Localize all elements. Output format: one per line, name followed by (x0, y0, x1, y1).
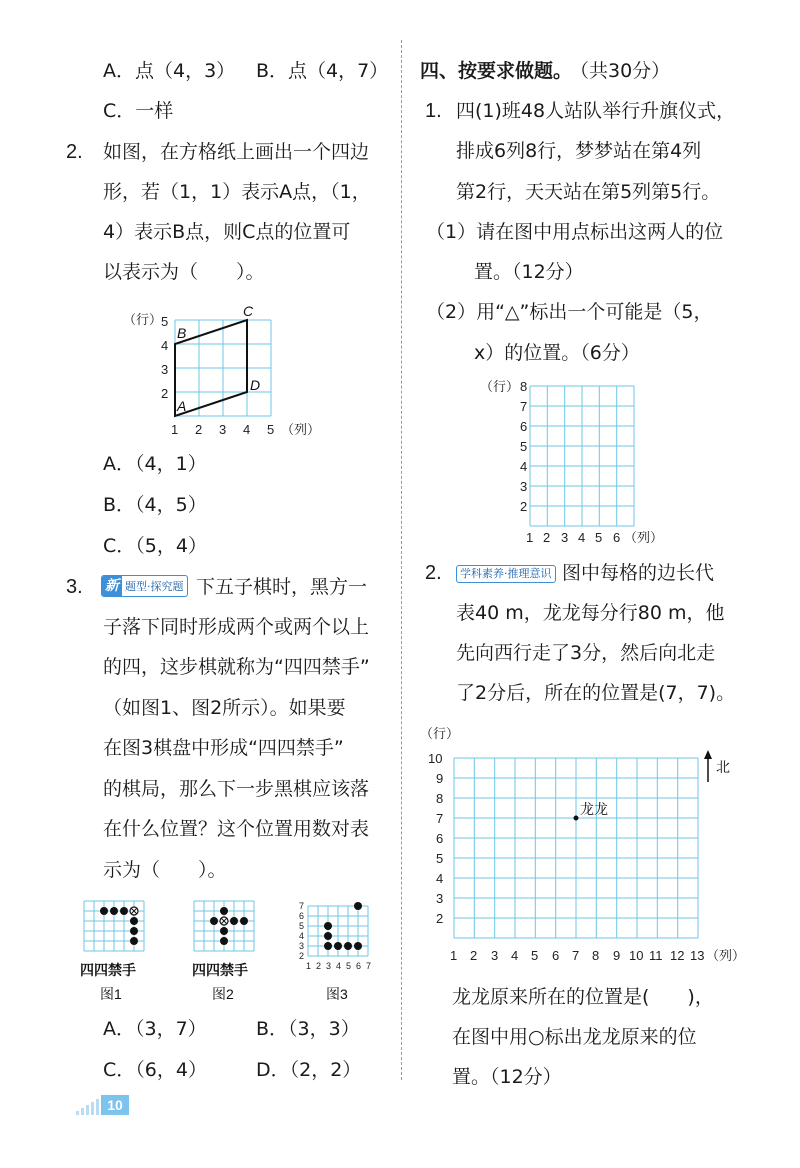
q2-option-b: B．（4，5） (103, 494, 207, 516)
subject-literacy-tag: 学科素养·推理意识 (456, 565, 556, 583)
q3-option-c: C．（6，4） (103, 1059, 207, 1081)
r-q2-line: 表40 m，龙龙每分行80 m，他 (456, 602, 725, 624)
q2-x-tick: 3 (219, 422, 227, 437)
r-q1-y-tick: 5 (520, 439, 528, 454)
r-q1-x-tick: 2 (543, 530, 551, 545)
fig3-y-tick: 3 (299, 941, 305, 951)
r-q2-y-tick: 10 (428, 751, 443, 766)
longlong-label: 龙龙 (580, 801, 608, 817)
r-q1-grid-figure (470, 372, 710, 547)
r-q2-y-tick: 3 (436, 891, 444, 906)
r-q1-x-tick: 6 (613, 530, 621, 545)
r-q1-x-tick: 5 (595, 530, 603, 545)
r-q2-x-tick: 1 (450, 948, 458, 963)
r-q1-y-tick: 2 (520, 499, 528, 514)
q3-option-b: B．（3，3） (256, 1018, 360, 1040)
tag-new-mark: 新 (102, 576, 122, 596)
deco-bar (91, 1102, 94, 1115)
fig1-label: 图1 (100, 986, 122, 1002)
r-q2-x-tick: 4 (511, 948, 519, 963)
q3-line: 子落下同时形成两个或两个以上 (103, 616, 370, 638)
deco-bar (81, 1108, 84, 1115)
section-score: （共30分） (570, 60, 671, 82)
r-q1-line: 排成6列8行，梦梦站在第4列 (456, 140, 702, 162)
fig3-x-tick: 5 (346, 961, 352, 971)
q2-x-tick: 4 (243, 422, 251, 437)
q2-number: 2. (66, 141, 83, 163)
r-q1-y-tick: 8 (520, 379, 528, 394)
q2-grid (175, 320, 271, 416)
r-q2-y-tick: 2 (436, 911, 444, 926)
deco-bar (96, 1099, 99, 1115)
r-q2-answer-line: 龙龙原来所在的位置是( )， (452, 986, 714, 1008)
r-q1-y-tick: 3 (520, 479, 528, 494)
q2-point-b-label: B (177, 325, 187, 341)
r-q1-line: 四(1)班48人站队举行升旗仪式， (456, 100, 736, 122)
fig3-x-tick: 2 (316, 961, 322, 971)
fig3-y-tick: 7 (299, 901, 305, 911)
fig3-x-tick: 6 (356, 961, 362, 971)
q2-y-tick: 4 (161, 338, 169, 353)
r-q2-x-tick: 6 (552, 948, 560, 963)
q2-option-c: C．（5，4） (103, 535, 207, 557)
q3-gomoku-figures (80, 895, 380, 1015)
r-q2-x-tick: 12 (670, 948, 685, 963)
r-q1-column-axis-label: （列） (624, 530, 664, 545)
north-label: 北 (716, 759, 730, 775)
deco-bar (86, 1105, 89, 1115)
q2-point-d-label: D (250, 377, 261, 393)
r-q1-sub2-cont: x）的位置。（6分） (474, 342, 640, 364)
q2-option-a: A．（4，1） (103, 453, 207, 475)
north-arrow-icon (704, 750, 712, 782)
r-q1-x-tick: 1 (526, 530, 534, 545)
r-q2-answer-line: 置。（12分） (452, 1066, 562, 1088)
fig2-label: 图2 (212, 986, 234, 1002)
r-q2-y-tick: 5 (436, 851, 444, 866)
q3-line: 示为（ ）。 (103, 859, 227, 881)
page-number-badge (76, 1093, 129, 1115)
q2-line: 4）表示B点，则C点的位置可 (103, 221, 351, 243)
r-q2-x-tick: 10 (629, 948, 644, 963)
r-q2-y-tick: 7 (436, 811, 444, 826)
r-q1-sub1: （1）请在图中用点标出这两人的位 (426, 221, 724, 243)
q1-option-a: A．点（4，3） (103, 60, 236, 82)
fig3-x-ticks (306, 961, 371, 971)
q2-point-c-label: C (243, 303, 254, 319)
q3-number: 3. (66, 576, 83, 598)
q2-line: 形，若（1，1）表示A点，（1， (103, 181, 371, 203)
fig3-y-tick: 4 (299, 931, 305, 941)
fig3-label: 图3 (326, 986, 348, 1002)
r-q2-line: 图中每格的边长代 (562, 562, 715, 584)
r-q1-sub1-cont: 置。（12分） (474, 261, 584, 283)
r-q2-answer-line: 在图中用○标出龙龙原来的位 (452, 1026, 697, 1048)
r-q1-x-tick: 4 (578, 530, 586, 545)
r-q1-line: 第2行，天天站在第5列第5行。 (456, 181, 721, 203)
r-q2-x-tick: 11 (649, 948, 663, 963)
fig1-forbidden-mark (130, 907, 138, 915)
q3-line: 的四，这步棋就称为“四四禁手” (103, 656, 370, 678)
r-q1-y-tick: 7 (520, 399, 528, 414)
q2-x-tick: 1 (171, 422, 179, 437)
r-q2-x-tick: 9 (613, 948, 621, 963)
r-q1-row-axis-label: （行） (480, 379, 520, 394)
q3-line: 的棋局，那么下一步黑棋应该落 (103, 778, 370, 800)
q3-line: 下五子棋时，黑方一 (196, 576, 368, 598)
r-q2-line: 了2分后，所在的位置是(7，7)。 (456, 682, 736, 704)
q3-line: 在图3棋盘中形成“四四禁手” (103, 737, 344, 759)
q2-y-tick: 3 (161, 362, 169, 377)
fig3-x-tick: 3 (326, 961, 332, 971)
r-q2-tag (456, 563, 556, 583)
r-q2-map-grid-figure (418, 720, 758, 970)
r-q2-x-tick: 7 (572, 948, 580, 963)
r-q1-y-tick: 4 (520, 459, 528, 474)
r-q1-x-tick: 3 (561, 530, 569, 545)
fig3-x-tick: 4 (336, 961, 342, 971)
column-divider (401, 40, 402, 1080)
r-q2-y-tick: 4 (436, 871, 444, 886)
r-q1-number: 1. (425, 100, 442, 122)
r-q2-y-tick: 9 (436, 771, 444, 786)
r-q2-y-tick: 6 (436, 831, 444, 846)
deco-bar (76, 1111, 79, 1115)
tag-new-text: 题型·探究题 (125, 580, 184, 593)
fig3-y-tick: 5 (299, 921, 305, 931)
q2-point-a-label: A (177, 398, 187, 414)
longlong-point (574, 816, 579, 821)
fig3-y-ticks (299, 901, 304, 961)
q2-quadrilateral-figure (115, 300, 345, 440)
fig2-caption: 四四禁手 (192, 962, 248, 978)
fig3-x-tick: 1 (306, 961, 312, 971)
q1-option-c: C．一样 (103, 100, 174, 122)
q2-x-tick: 2 (195, 422, 203, 437)
q2-column-axis-label: （列） (281, 422, 321, 437)
q2-line: 以表示为（ ）。 (103, 261, 265, 283)
r-q1-y-tick: 6 (520, 419, 528, 434)
r-q2-x-tick: 5 (531, 948, 539, 963)
new-question-type-tag (101, 575, 188, 597)
fig2-forbidden-mark (220, 917, 228, 925)
q2-row-axis-label: （行） (123, 312, 163, 327)
r-q2-line: 先向西行走了3分，然后向北走 (456, 642, 716, 664)
r-q2-x-tick: 13 (690, 948, 705, 963)
r-q2-number: 2. (425, 562, 442, 584)
q2-line: 如图，在方格纸上画出一个四边 (103, 141, 370, 163)
r-q2-x-tick: 2 (470, 948, 478, 963)
r-q2-x-tick: 8 (592, 948, 600, 963)
q2-y-tick: 5 (161, 314, 169, 329)
q3-option-d: D．（2，2） (256, 1059, 362, 1081)
fig3-y-tick: 2 (299, 951, 305, 961)
fig2-stones (210, 907, 248, 945)
r-q1-sub2: （2）用“△”标出一个可能是（5， (426, 301, 713, 323)
q3-line: 在什么位置？这个位置用数对表 (103, 818, 370, 840)
r-q2-grid (454, 758, 698, 938)
r-q2-x-tick: 3 (491, 948, 499, 963)
r-q2-column-axis-label: （列） (706, 948, 746, 963)
q2-x-tick: 5 (267, 422, 275, 437)
q3-option-a: A．（3，7） (103, 1018, 207, 1040)
page-number: 10 (101, 1095, 129, 1115)
section-title: 四、按要求做题。 (420, 60, 573, 82)
r-q1-grid (530, 386, 634, 526)
q3-line: （如图1、图2所示）。如果要 (103, 697, 346, 719)
r-q2-y-tick: 8 (436, 791, 444, 806)
q2-y-tick: 2 (161, 386, 169, 401)
fig3-y-tick: 6 (299, 911, 305, 921)
q3-tag (101, 575, 188, 597)
fig1-caption: 四四禁手 (80, 962, 136, 978)
r-q2-row-axis-label: （行） (420, 726, 460, 741)
fig3-x-tick: 7 (366, 961, 372, 971)
q1-option-b: B．点（4，7） (256, 60, 389, 82)
